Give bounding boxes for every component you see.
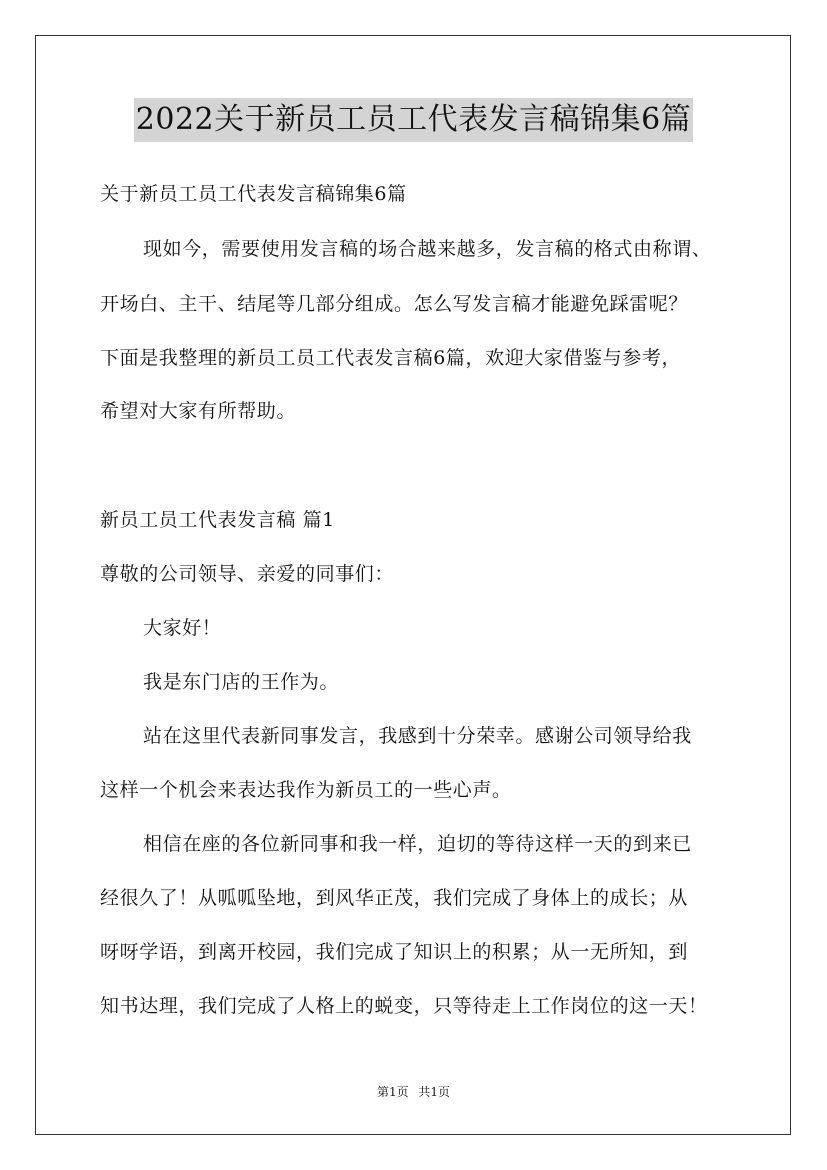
intro-line: 希望对大家有所帮助。 <box>100 400 297 422</box>
salutation: 尊敬的公司领导、亲爱的同事们： <box>100 563 395 585</box>
intro-line: 开场白、主干、结尾等几部分组成。怎么写发言稿才能避免踩雷呢？ <box>100 293 689 315</box>
intro-line: 现如今，需要使用发言稿的场合越来越多，发言稿的格式由称谓、 <box>143 238 712 260</box>
greeting: 大家好！ <box>143 617 222 639</box>
self-intro: 我是东门店的王作为。 <box>143 671 340 693</box>
paragraph-line: 知书达理，我们完成了人格上的蜕变，只等待走上工作岗位的这一天！ <box>100 995 708 1017</box>
section-heading: 新员工员工代表发言稿 篇1 <box>100 509 335 531</box>
paragraph-line: 经很久了！从呱呱坠地，到风华正茂，我们完成了身体上的成长；从 <box>100 887 689 909</box>
title-container <box>0 98 827 142</box>
paragraph-line: 相信在座的各位新同事和我一样，迫切的等待这样一天的到来已 <box>143 833 692 855</box>
page-footer <box>0 1083 827 1100</box>
paragraph-line: 这样一个机会来表达我作为新员工的一些心声。 <box>100 779 512 801</box>
paragraph-line: 站在这里代表新同事发言，我感到十分荣幸。感谢公司领导给我 <box>143 725 692 747</box>
paragraph-line: 呀呀学语，到离开校园，我们完成了知识上的积累；从一无所知，到 <box>100 941 689 963</box>
page-number: 第1页 <box>376 1085 409 1099</box>
document-title: 2022关于新员工员工代表发言稿锦集6篇 <box>134 98 693 142</box>
intro-line: 下面是我整理的新员工员工代表发言稿6篇，欢迎大家借鉴与参考， <box>100 347 682 369</box>
document-subtitle: 关于新员工员工代表发言稿锦集6篇 <box>100 183 407 205</box>
page-total: 共1页 <box>418 1085 451 1099</box>
